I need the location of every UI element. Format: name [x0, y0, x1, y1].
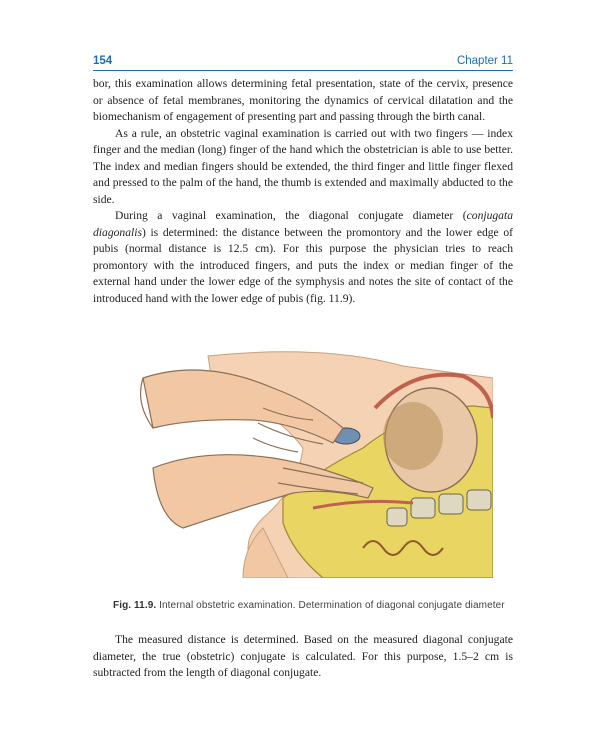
figure-illustration [113, 348, 493, 578]
fetal-hair [383, 402, 443, 470]
page-number: 154 [93, 55, 113, 67]
paragraph-3-text-end: ) is determined: the distance between the promontory and the lower edge of pubis (normal distance is 12.5 cm). For this purpose the physician tries to reach promontory with the introduced fingers, and puts the index or median finger of the external hand under the lower edge of the symphysis and notes the site of contact of the introduced hand with the lower edge of pubis (fig. 11.9). [93, 225, 513, 305]
latin-term: conjugata diagonalis [93, 209, 513, 239]
header-rule [93, 70, 513, 71]
running-head [93, 55, 513, 69]
paragraph-3 [93, 208, 513, 307]
paragraph-1: bor, this examination allows determining fetal presentation, state of the cervix, presence or absence of fetal membranes, monitoring the dynamics of cervical dilatation and the biomechanism of engagement of presenting part and passing through the birth canal. [93, 77, 513, 123]
paragraph-2: As a rule, an obstetric vaginal examination is carried out with two fingers — index finger and the median (long) finger of the hand which the obstetrician is able to use better. The index and median fingers should be extended, the third finger and little finger flexed and pressed to the palm of the hand, the thumb is extended and maximally abducted to the side. [93, 126, 513, 206]
figure-caption-text: Internal obstetric examination. Determination of diagonal conjugate diameter [159, 600, 505, 611]
internal-examination-illustration [113, 348, 493, 578]
figure-label: Fig. 11.9. [113, 600, 157, 611]
figure-caption [113, 600, 513, 611]
chapter-label: Chapter 11 [456, 55, 513, 67]
body-text [93, 76, 513, 307]
paragraph-4: The measured distance is determined. Based on the measured diagonal conjugate diameter, the true (obstetric) conjugate is calculated. For this purpose, 1.5–2 cm is subtracted from the length of diagonal conjugate. [93, 633, 513, 679]
closing-text [93, 632, 513, 682]
paragraph-3-text-start: During a vaginal examination, the diagonal conjugate diameter ( [115, 209, 467, 222]
